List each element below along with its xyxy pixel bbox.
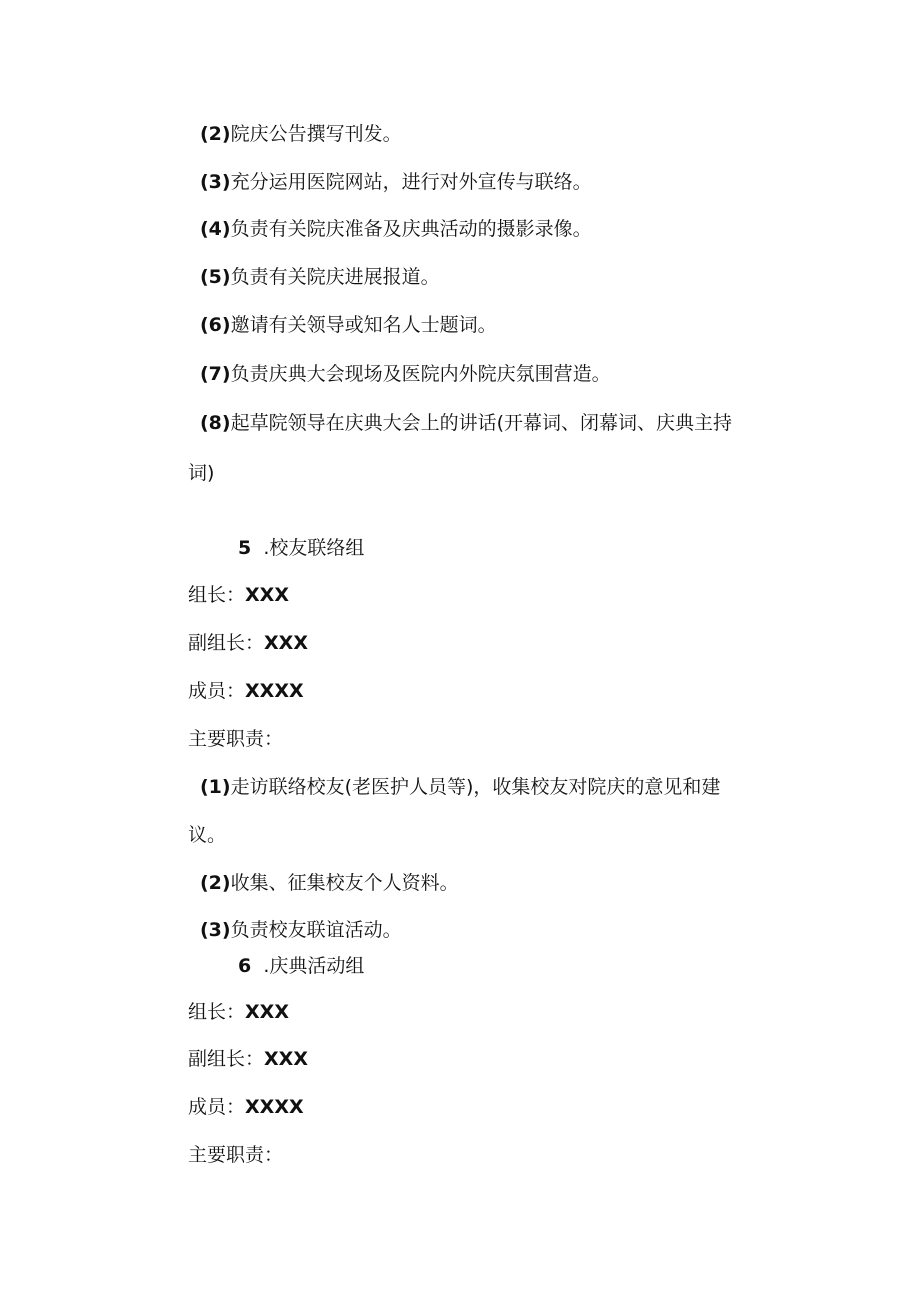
section-number: 5 — [238, 537, 252, 559]
leader-label: 组长： — [188, 584, 246, 606]
deputy-row — [188, 1047, 308, 1071]
duties-label: 主要职责： — [188, 728, 284, 750]
section-title: .庆典活动组 — [263, 955, 365, 977]
item-number: (2) — [200, 123, 231, 145]
members-row — [188, 679, 304, 703]
item-text: 负责有关院庆进展报道。 — [230, 266, 440, 288]
members-value: XXXX — [245, 680, 304, 702]
list-item — [200, 775, 720, 799]
members-value: XXXX — [245, 1096, 304, 1118]
members-row — [188, 1095, 304, 1119]
item-text: 院庆公告撰写刊发。 — [230, 123, 402, 145]
item-number: (2) — [200, 872, 231, 894]
item-text: 邀请有关领导或知名人士题词。 — [230, 314, 497, 336]
list-item-continuation: 词) — [188, 462, 215, 484]
deputy-value: XXX — [264, 632, 308, 654]
item-text: 起草院领导在庆典大会上的讲话(开幕词、闭幕词、庆典主持 — [230, 412, 733, 434]
leader-value: XXX — [245, 1001, 289, 1023]
duties-label: 主要职责： — [188, 1144, 284, 1166]
list-item — [200, 122, 402, 146]
leader-row — [188, 583, 289, 607]
list-item-continuation: 议。 — [188, 824, 227, 846]
item-text: 收集、征集校友个人资料。 — [230, 872, 459, 894]
list-item — [200, 170, 592, 194]
item-number: (7) — [200, 363, 231, 385]
item-number: (8) — [200, 412, 231, 434]
deputy-label: 副组长： — [188, 1048, 265, 1070]
deputy-value: XXX — [264, 1048, 308, 1070]
item-text: 负责庆典大会现场及医院内外院庆氛围营造。 — [230, 363, 611, 385]
section-heading — [238, 536, 364, 560]
list-item — [200, 411, 732, 435]
deputy-row — [188, 631, 308, 655]
item-number: (3) — [200, 171, 231, 193]
item-number: (4) — [200, 218, 231, 240]
leader-row — [188, 1000, 289, 1024]
members-label: 成员： — [188, 680, 246, 702]
list-item — [200, 265, 440, 289]
list-item — [200, 918, 402, 942]
item-number: (6) — [200, 314, 231, 336]
section-number: 6 — [238, 955, 252, 977]
item-text: 充分运用医院网站，进行对外宣传与联络。 — [230, 171, 592, 193]
item-text: 负责有关院庆准备及庆典活动的摄影录像。 — [230, 218, 592, 240]
list-item — [200, 362, 611, 386]
item-number: (3) — [200, 919, 231, 941]
leader-label: 组长： — [188, 1001, 246, 1023]
section-title: .校友联络组 — [263, 537, 365, 559]
members-label: 成员： — [188, 1096, 246, 1118]
list-item — [200, 217, 592, 241]
item-text: 走访联络校友(老医护人员等)，收集校友对院庆的意见和建 — [230, 776, 721, 798]
list-item — [200, 313, 497, 337]
leader-value: XXX — [245, 584, 289, 606]
item-text: 负责校友联谊活动。 — [230, 919, 402, 941]
deputy-label: 副组长： — [188, 632, 265, 654]
section-heading — [238, 954, 364, 978]
item-number: (5) — [200, 266, 231, 288]
item-number: (1) — [200, 776, 231, 798]
list-item — [200, 871, 459, 895]
